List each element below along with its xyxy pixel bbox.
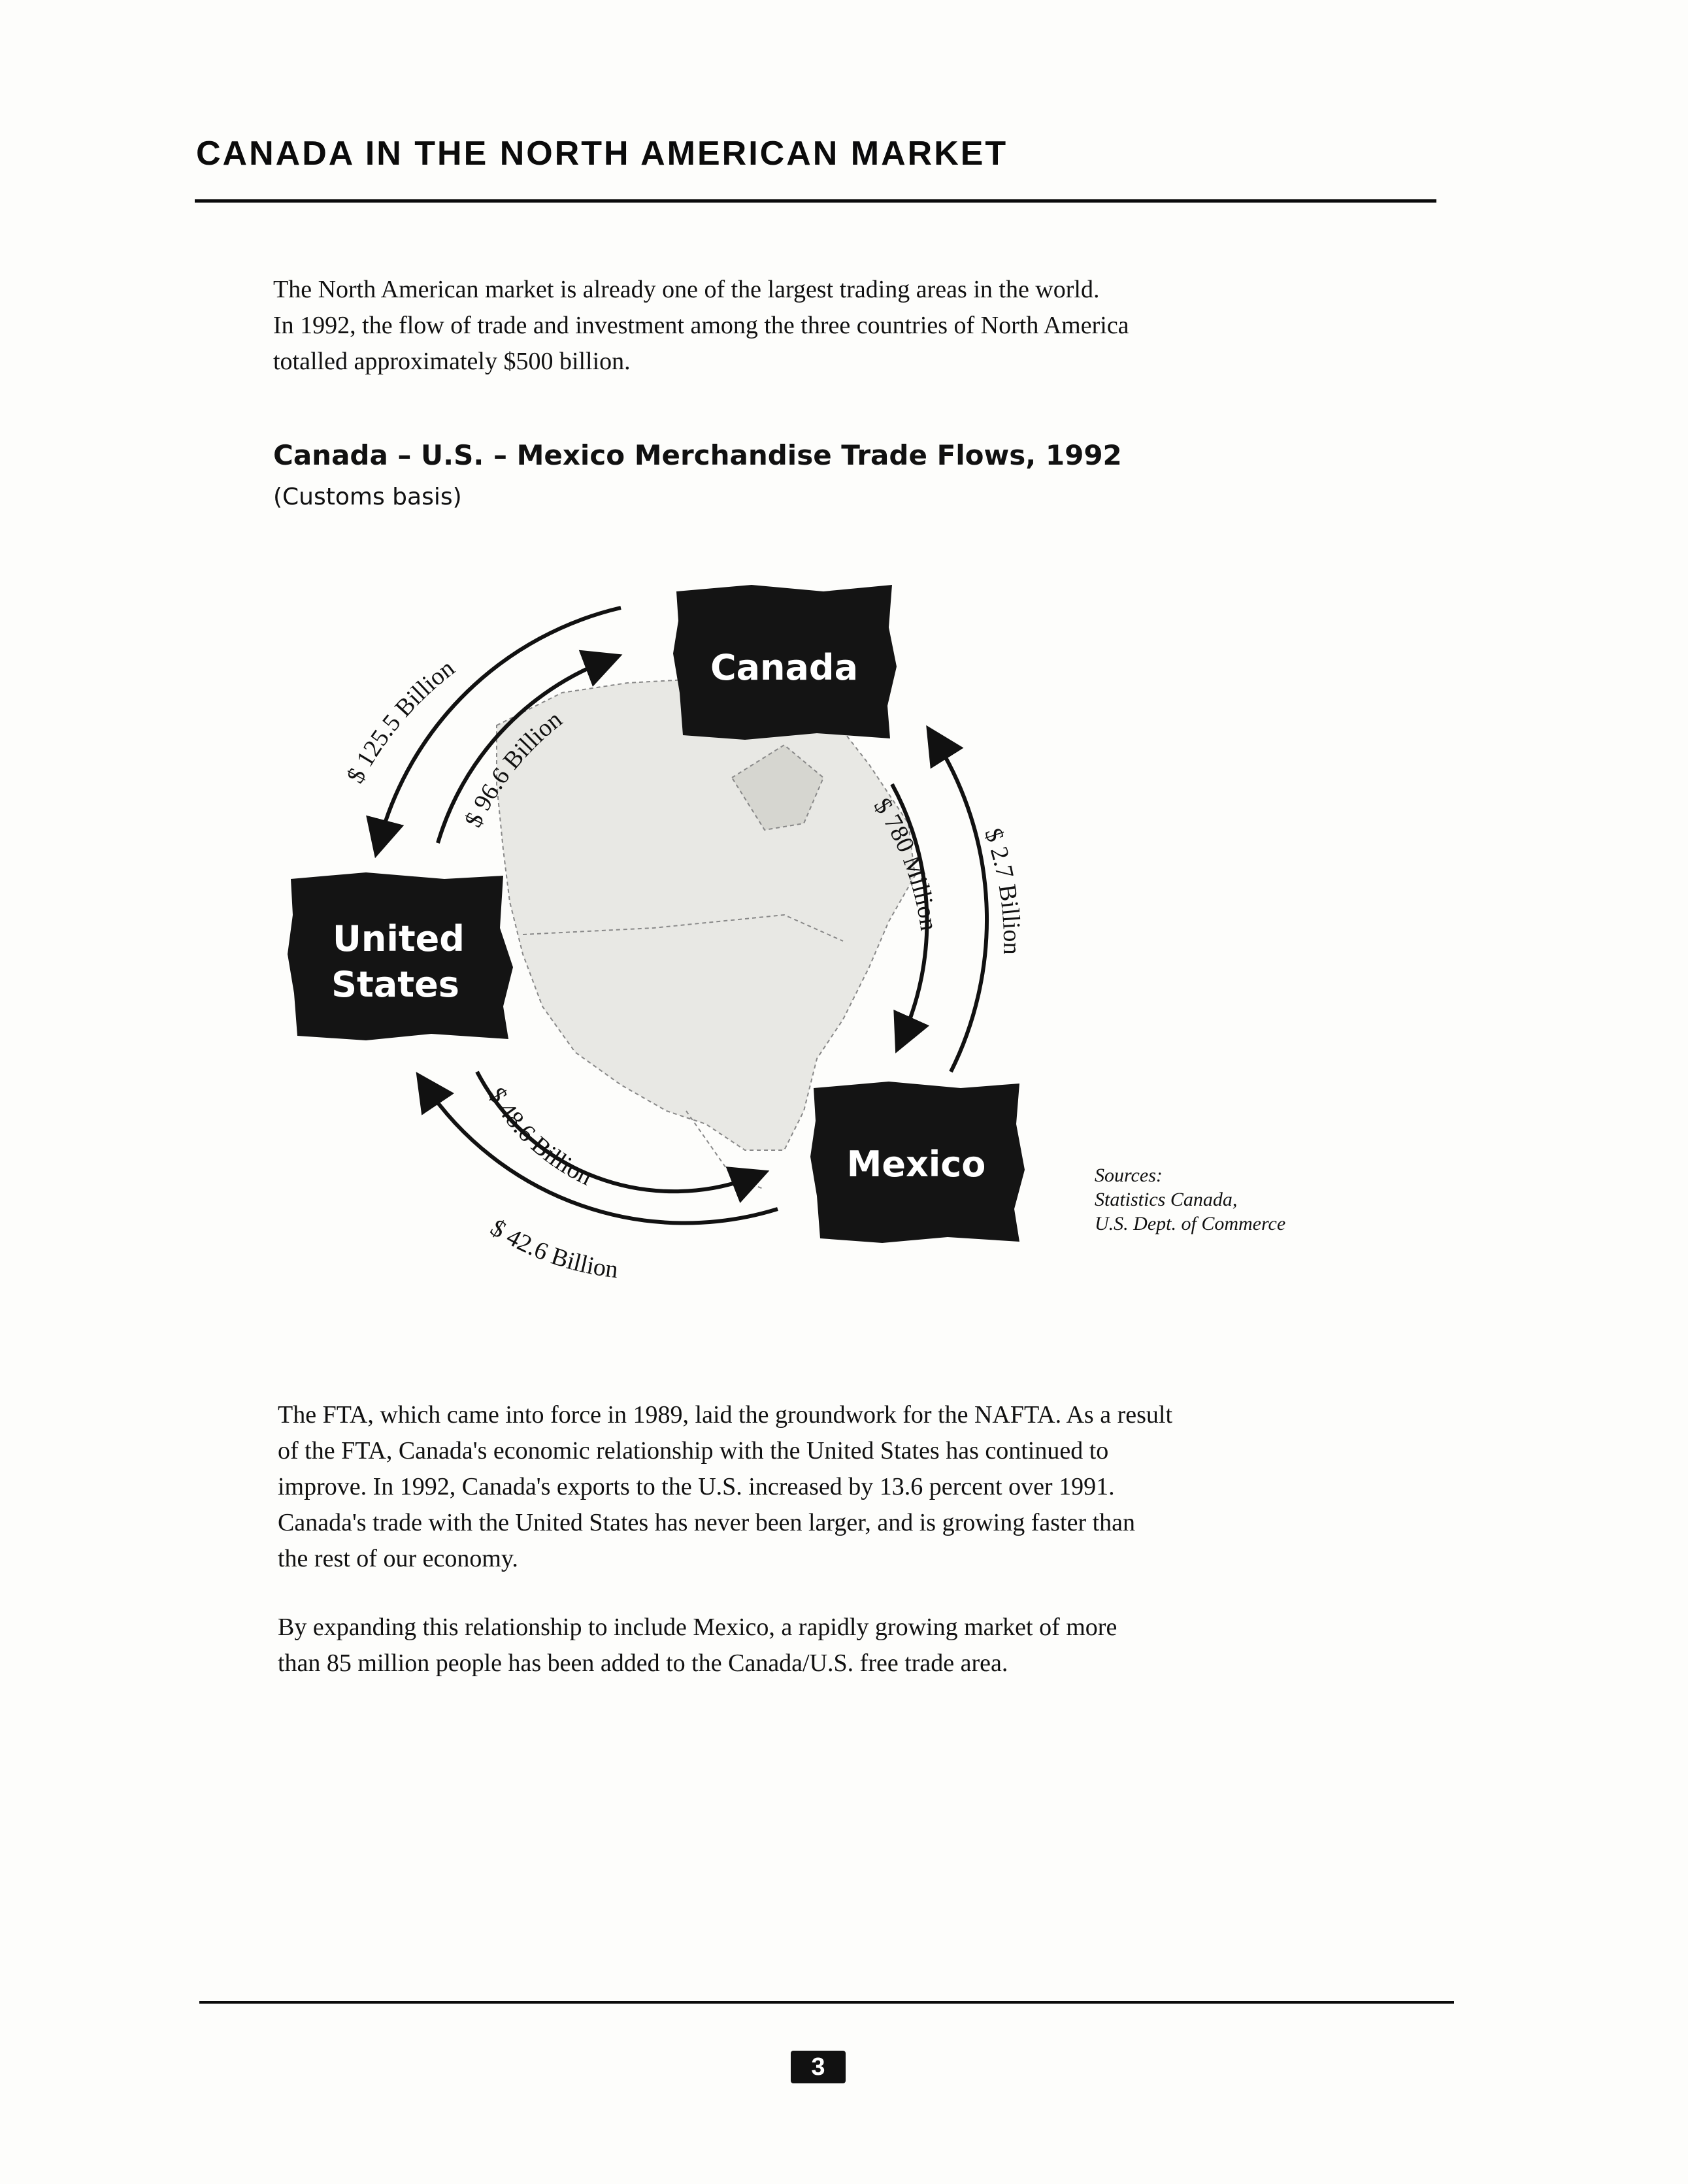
body-line: improve. In 1992, Canada's exports to the U.S. increased by 13.6 percent over 1991.	[278, 1473, 1115, 1500]
flow-label-canada-to-us-text: $ 125.5 Billion	[341, 654, 460, 788]
intro-line: totalled approximately $500 billion.	[273, 348, 631, 375]
sources-line: Sources:	[1095, 1165, 1163, 1186]
body-line: The FTA, which came into force in 1989, laid the groundwork for the NAFTA. As a result	[278, 1401, 1173, 1429]
node-canada	[673, 585, 897, 740]
body-line: the rest of our economy.	[278, 1545, 518, 1572]
body-line: of the FTA, Canada's economic relationship with the United States has continued to	[278, 1437, 1109, 1464]
node-us-label-line2: States	[331, 964, 459, 1005]
flow-arrow-mexico-to-canada	[935, 738, 987, 1072]
flow-label-us-to-canada-text: $ 96.6 Billion	[459, 705, 568, 832]
figure-subtitle: (Customs basis)	[273, 484, 462, 510]
node-mexico	[810, 1082, 1025, 1243]
node-united-states	[288, 872, 513, 1040]
sources-line: Statistics Canada,	[1095, 1189, 1238, 1210]
flow-label-canada-to-mexico-text: $ 780 Million	[868, 793, 943, 933]
figure-sources	[1095, 1163, 1285, 1236]
flow-label-mexico-to-canada-text: $ 2.7 Billion	[979, 825, 1026, 955]
body-line: than 85 million people has been added to the Canada/U.S. free trade area.	[278, 1649, 1008, 1677]
body-line: Canada's trade with the United States has never been larger, and is growing faster than	[278, 1509, 1136, 1536]
sources-line: U.S. Dept. of Commerce	[1095, 1213, 1286, 1234]
body-paragraph-2	[278, 1610, 1349, 1681]
page-number: 3	[791, 2051, 846, 2083]
node-mexico-label: Mexico	[846, 1144, 986, 1185]
figure-title: Canada – U.S. – Mexico Merchandise Trade Flows, 1992	[273, 439, 1122, 471]
intro-line: In 1992, the flow of trade and investment among the three countries of North America	[273, 312, 1129, 339]
body-line: By expanding this relationship to include Mexico, a rapidly growing market of more	[278, 1613, 1117, 1641]
flow-label-mexico-to-us-text: $ 42.6 Billion	[486, 1214, 620, 1284]
flow-label-us-to-mexico-text: $ 48.6 Billion	[482, 1083, 597, 1191]
footer-rule	[199, 2001, 1454, 2004]
node-us-label-line1: United	[333, 918, 465, 959]
page-title: CANADA IN THE NORTH AMERICAN MARKET	[196, 135, 1008, 173]
flow-label-us-to-mexico	[482, 1083, 596, 1191]
flow-label-mexico-to-us	[486, 1214, 620, 1284]
body-paragraph-1	[278, 1397, 1349, 1577]
intro-line: The North American market is already one of the largest trading areas in the world.	[273, 276, 1100, 303]
node-canada-label: Canada	[710, 647, 859, 688]
